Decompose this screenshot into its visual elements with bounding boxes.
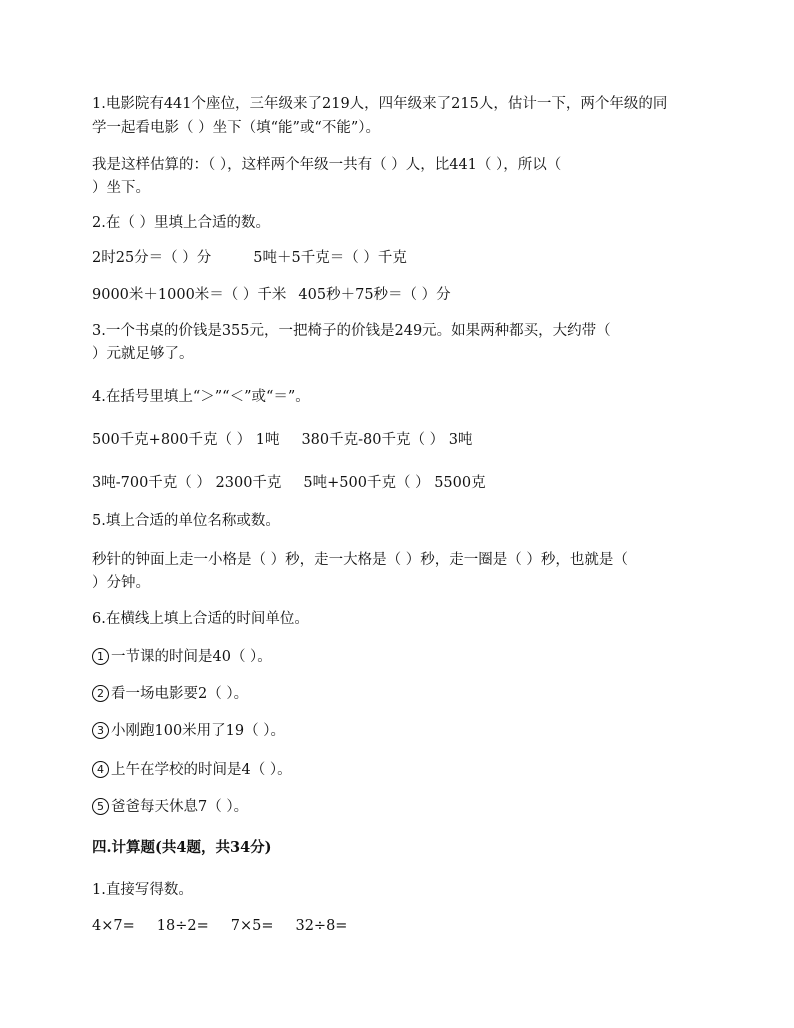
q4-item-d: 5吨+500千克（ ） 5500克 xyxy=(303,475,486,491)
q4-item-b: 380千克-80千克（ ） 3吨 xyxy=(301,432,473,448)
q1-line-3: 我是这样估算的：（ ），这样两个年级一共有（ ）人，比441（ ），所以（ xyxy=(92,157,562,173)
q4-item-a: 500千克+800千克（ ） 1吨 xyxy=(92,432,280,448)
q2-title: 2.在（ ）里填上合适的数。 xyxy=(92,215,270,231)
q6-item xyxy=(92,647,272,667)
section-heading: 四.计算题(共4题，共34分) xyxy=(92,839,272,856)
q6-item xyxy=(92,721,285,741)
q1-line-2: 学一起看电影（ ）坐下（填“能”或“不能”）。 xyxy=(92,120,381,136)
q6-item xyxy=(92,684,248,704)
q4-item-c: 3吨-700千克（ ） 2300千克 xyxy=(92,475,282,491)
calc-row xyxy=(92,916,347,936)
q1-line-4: ）坐下。 xyxy=(92,180,150,196)
q6-item xyxy=(92,797,248,817)
q2-item-c: 9000米＋1000米＝（ ）千米 xyxy=(92,287,287,303)
q2-item-d: 405秒＋75秒＝（ ）分 xyxy=(298,287,451,303)
q3-line-1: 3.一个书桌的价钱是355元，一把椅子的价钱是249元。如果两种都买，大约带（ xyxy=(92,323,611,339)
q5-line-2: ）分钟。 xyxy=(92,575,150,591)
q1-line-1: 1.电影院有441个座位，三年级来了219人，四年级来了215人，估计一下，两个年级的同 xyxy=(92,96,668,112)
q3-line-2: ）元就足够了。 xyxy=(92,346,194,362)
circled-number-1: 1 xyxy=(92,648,109,665)
calc-expr: 7×5= xyxy=(230,918,274,934)
q2-item-b: 5吨＋5千克＝（ ）千克 xyxy=(253,250,407,266)
q5-line-1: 秒针的钟面上走一小格是（ ）秒，走一大格是（ ）秒，走一圈是（ ）秒，也就是（ xyxy=(92,552,628,568)
circled-number-3: 3 xyxy=(92,722,109,739)
q6-title: 6.在横线上填上合适的时间单位。 xyxy=(92,611,309,627)
circled-number-2: 2 xyxy=(92,685,109,702)
q4-row-1 xyxy=(92,430,472,450)
calc-q1-title: 1.直接写得数。 xyxy=(92,882,193,898)
q6-item-text: 一节课的时间是40（ ）。 xyxy=(111,649,272,665)
q6-item-text: 上午在学校的时间是4（ ）。 xyxy=(111,762,292,778)
q2-row-1 xyxy=(92,248,407,268)
q4-title: 4.在括号里填上“＞”“＜”或“＝”。 xyxy=(92,389,310,405)
calc-expr: 4×7= xyxy=(92,918,135,934)
q5-title: 5.填上合适的单位名称或数。 xyxy=(92,513,280,529)
q6-item-text: 爸爸每天休息7（ ）。 xyxy=(111,799,249,815)
circled-number-5: 5 xyxy=(92,798,109,815)
q2-row-2 xyxy=(92,285,451,305)
q6-item-text: 看一场电影要2（ ）。 xyxy=(111,686,249,702)
q4-row-2 xyxy=(92,473,486,493)
q6-item xyxy=(92,760,292,780)
calc-expr: 32÷8= xyxy=(295,918,348,934)
q2-item-a: 2时25分＝（ ）分 xyxy=(92,250,212,266)
circled-number-4: 4 xyxy=(92,761,109,778)
calc-expr: 18÷2= xyxy=(156,918,209,934)
q6-item-text: 小刚跑100米用了19（ ）。 xyxy=(111,723,285,739)
